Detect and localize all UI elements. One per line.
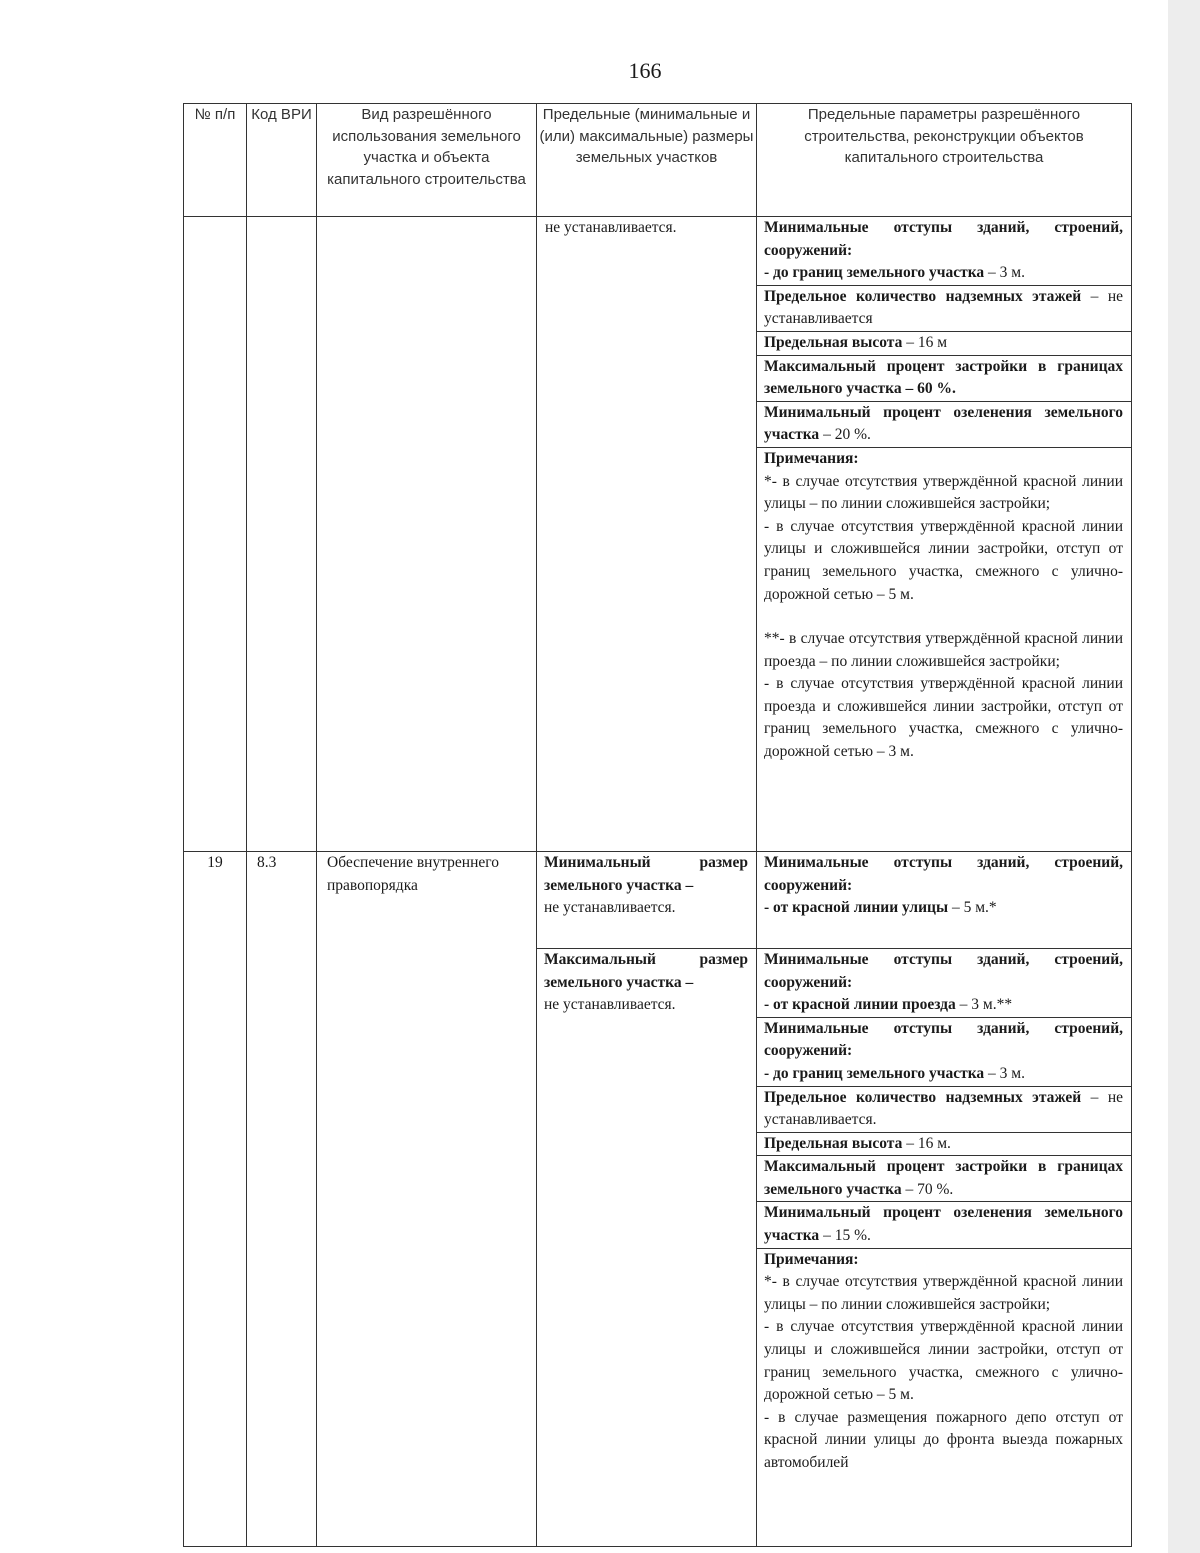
param-value: – 70 %. <box>905 1180 954 1198</box>
param-cell <box>757 331 1132 355</box>
param-value: – 15 %. <box>823 1227 871 1245</box>
min-size-cell <box>537 851 757 948</box>
prev-name-cell <box>317 217 537 852</box>
table-row <box>184 851 1132 948</box>
param-line: - до границ земельного участка <box>764 1064 985 1082</box>
max-size-value: не устанавливается. <box>544 996 676 1014</box>
param-value: – 3 м. <box>988 264 1025 282</box>
param-cell <box>757 285 1132 331</box>
notes-cell <box>757 447 1132 851</box>
param-cell <box>757 401 1132 447</box>
param-value: – 3 м.** <box>959 996 1013 1014</box>
param-title: Предельное количество надземных этажей <box>764 1088 1082 1106</box>
param-title: Максимальный процент застройки в границах земельного участка <box>764 357 1123 398</box>
zoning-table <box>183 103 1132 1547</box>
row-use-name: Обеспечение внутреннего правопорядка <box>317 851 537 1546</box>
header-plot-size: Предельные (минимальные и (или) максимальные) размеры земельных участков <box>537 104 757 217</box>
min-size-title: Минимальный размер земельного участка – <box>544 853 748 894</box>
note-item: *- в случае отсутствия утверждённой красной линии улицы – по линии сложившейся застройки; <box>764 1273 1123 1313</box>
param-cell <box>757 1202 1132 1248</box>
param-value: – не устанавливается <box>764 287 1124 328</box>
header-num: № п/п <box>184 104 247 217</box>
param-cell <box>757 1086 1132 1132</box>
row-num: 19 <box>184 851 247 1546</box>
table-header-row <box>184 104 1132 217</box>
note-item: - в случае отсутствия утверждённой красной линии улицы и сложившейся линии застройки, отступ от границ земельного участка, смежного с улично-дорожной сетью – 5 м. <box>764 517 1123 603</box>
param-title: Минимальные отступы зданий, строений, сооружений: <box>764 1019 1123 1060</box>
param-cell <box>757 1132 1132 1156</box>
note-item: *- в случае отсутствия утверждённой красной линии улицы – по линии сложившейся застройки; <box>764 472 1123 513</box>
param-title: Минимальные отступы зданий, строений, сооружений: <box>764 219 1123 259</box>
note-item: - в случае размещения пожарного депо отступ от красной линии улицы до фронта выезда пожарных автомобилей <box>764 1408 1123 1471</box>
param-cell <box>757 1017 1132 1086</box>
param-title: Предельное количество надземных этажей <box>764 287 1082 305</box>
param-value: – 16 м <box>906 333 948 351</box>
param-cell <box>757 851 1132 948</box>
param-line: - до границ земельного участка <box>764 264 985 282</box>
param-value: – 60 %. <box>905 380 956 398</box>
notes-title: Примечания: <box>764 449 859 467</box>
scan-edge <box>1168 0 1200 1553</box>
param-title: Минимальные отступы зданий, строений, сооружений: <box>764 950 1123 991</box>
note-item: - в случае отсутствия утверждённой красной линии проезда и сложившейся линии застройки, отступ от границ земельного участка, смежного с улично-дорожной сетью – 3 м. <box>764 675 1123 761</box>
max-size-cell <box>537 948 757 1546</box>
param-cell <box>757 355 1132 401</box>
notes-title: Примечания: <box>764 1250 859 1268</box>
param-cell <box>757 1156 1132 1202</box>
header-parameters: Предельные параметры разрешённого строительства, реконструкции объектов капитального строительства <box>757 104 1132 217</box>
header-use-type: Вид разрешённого использования земельного участка и объекта капитального строительства <box>317 104 537 217</box>
prev-code-cell <box>247 217 317 852</box>
prev-size-text: не устанавливается. <box>545 219 677 236</box>
prev-size-cell <box>537 217 757 852</box>
max-size-title: Максимальный размер земельного участка – <box>544 950 748 991</box>
param-title: Минимальный процент озеленения земельного участка <box>764 1204 1123 1245</box>
param-line: - от красной линии проезда <box>764 996 956 1014</box>
param-title: Минимальный процент озеленения земельного участка <box>764 403 1123 444</box>
min-size-value: не устанавливается. <box>544 899 676 917</box>
param-value: – 3 м. <box>988 1064 1025 1082</box>
param-value: – 20 %. <box>823 426 871 444</box>
table-row <box>184 217 1132 286</box>
param-title: Минимальные отступы зданий, строений, сооружений: <box>764 853 1123 894</box>
prev-num-cell <box>184 217 247 852</box>
param-title: Предельная высота <box>764 333 903 351</box>
param-value: – 16 м. <box>906 1134 951 1152</box>
note-item: - в случае отсутствия утверждённой красной линии улицы и сложившейся линии застройки, отступ от границ земельного участка, смежного с улично-дорожной сетью – 5 м. <box>764 1318 1123 1404</box>
param-line: - от красной линии улицы <box>764 899 949 917</box>
notes-cell <box>757 1248 1132 1546</box>
param-cell <box>757 948 1132 1017</box>
row-code: 8.3 <box>247 851 317 1546</box>
param-title: Предельная высота <box>764 1134 903 1152</box>
page-number: 166 <box>628 58 662 83</box>
note-item: **- в случае отсутствия утверждённой красной линии проезда – по линии сложившейся застройки; <box>764 630 1123 670</box>
param-title: Максимальный процент застройки в границах земельного участка <box>764 1158 1123 1198</box>
param-cell <box>757 217 1132 286</box>
param-value: – 5 м.* <box>951 899 997 917</box>
header-code: Код ВРИ <box>247 104 317 217</box>
param-value: – не устанавливается. <box>764 1088 1124 1129</box>
